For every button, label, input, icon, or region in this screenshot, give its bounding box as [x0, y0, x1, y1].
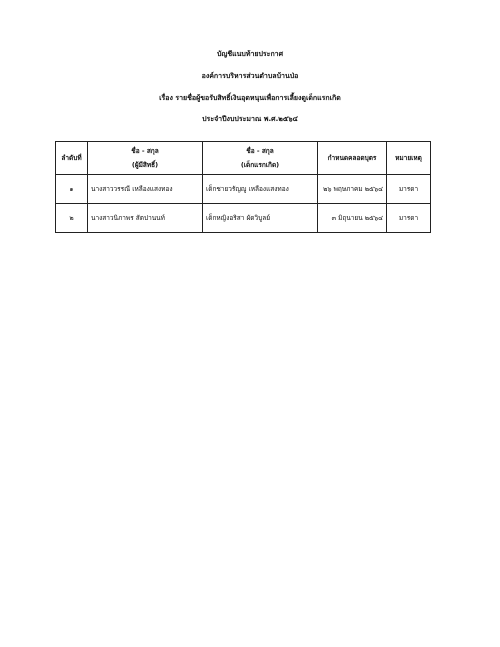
doc-title-fiscal-year: ประจำปีงบประมาณ พ.ศ.๒๕๖๔	[202, 115, 298, 123]
header-birth-date: กำหนดคลอดบุตร	[318, 142, 387, 175]
header-child-name: ชื่อ - สกุล (เด็กแรกเกิด)	[203, 142, 318, 175]
doc-title-attachment: บัญชีแนบท้ายประกาศ	[216, 50, 284, 58]
row-note: มารดา	[387, 175, 431, 204]
recipient-table	[55, 141, 431, 233]
row-order: ๒	[56, 204, 88, 233]
header-note: หมายเหตุ	[387, 142, 431, 175]
row-birth-date: ๓ มิถุนายน ๒๕๖๔	[318, 204, 387, 233]
row-note: มารดา	[387, 204, 431, 233]
header-parent-name: ชื่อ - สกุล (ผู้มีสิทธิ์)	[88, 142, 203, 175]
row-order: ๑	[56, 175, 88, 204]
row-child-name: เด็กหญิงอริสา ผัดวิบูลย์	[203, 204, 318, 233]
row-parent-name: นางสาววรรณี เหลืองแสงทอง	[88, 175, 203, 204]
row-birth-date: ๒๖ พฤษภาคม ๒๕๖๔	[318, 175, 387, 204]
table-row	[56, 204, 431, 233]
header-order: ลำดับที่	[56, 142, 88, 175]
doc-title-organization: องค์การบริหารส่วนตำบลบ้านป่อ	[201, 72, 299, 80]
table-row	[56, 175, 431, 204]
table-header-row	[56, 142, 431, 175]
row-parent-name: นางสาวนิภาพร สัตปานนท์	[88, 204, 203, 233]
row-child-name: เด็กชายวรัญญู เหลืองแสงทอง	[203, 175, 318, 204]
doc-title-subject: เรื่อง รายชื่อผู้ขอรับสิทธิ์เงินอุดหนุนเพื่อการเลี้ยงดูเด็กแรกเกิด	[159, 94, 341, 102]
